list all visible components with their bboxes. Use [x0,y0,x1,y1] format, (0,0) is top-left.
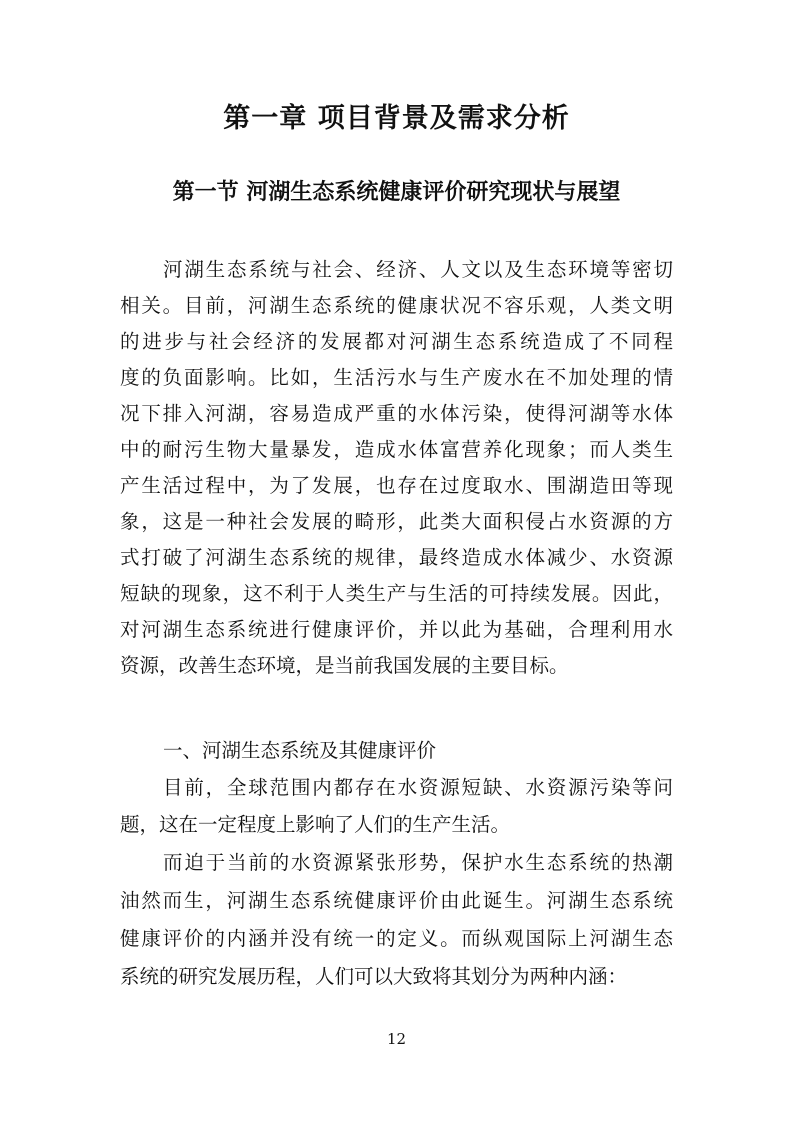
page-number: 12 [386,1030,407,1048]
paragraph-line: 油然而生，河湖生态系统健康评价由此诞生。河湖生态系统 [120,889,673,912]
paragraph-line: 相关。目前，河湖生态系统的健康状况不容乐观，人类文明 [120,294,673,317]
section-title: 第一节 河湖生态系统健康评价研究现状与展望 [172,180,621,205]
paragraph-line: 资源，改善生态环境，是当前我国发展的主要目标。 [120,654,569,677]
paragraph-line: 象，这是一种社会发展的畸形，此类大面积侵占水资源的方 [120,510,673,533]
paragraph-line: 系统的研究发展历程，人们可以大致将其划分为两种内涵： [120,965,628,988]
paragraph-line: 度的负面影响。比如，生活污水与生产废水在不加处理的情 [120,366,673,389]
paragraph-line: 况下排入河湖，容易造成严重的水体污染，使得河湖等水体 [120,402,673,425]
chapter-title: 第一章 项目背景及需求分析 [223,103,570,134]
paragraph-line: 题，这在一定程度上影响了人们的生产生活。 [120,813,511,836]
paragraph-line: 中的耐污生物大量暴发，造成水体富营养化现象；而人类生 [120,438,673,461]
paragraph-line: 的进步与社会经济的发展都对河湖生态系统造成了不同程 [120,330,673,353]
paragraph-line: 目前，全球范围内都存在水资源短缺、水资源污染等问 [163,776,673,799]
paragraph-line: 健康评价的内涵并没有统一的定义。而纵观国际上河湖生态 [120,927,673,950]
paragraph-line: 短缺的现象，这不利于人类生产与生活的可持续发展。因此， [120,582,673,605]
paragraph-line: 对河湖生态系统进行健康评价，并以此为基础，合理利用水 [120,618,673,641]
paragraph-line: 河湖生态系统与社会、经济、人文以及生态环境等密切 [163,258,673,281]
paragraph-line: 产生活过程中，为了发展，也存在过度取水、围湖造田等现 [120,474,673,497]
paragraph-line: 而迫于当前的水资源紧张形势，保护水生态系统的热潮 [163,851,673,874]
subsection-heading: 一、河湖生态系统及其健康评价 [163,739,437,762]
paragraph-line: 式打破了河湖生态系统的规律，最终造成水体减少、水资源 [120,546,673,569]
